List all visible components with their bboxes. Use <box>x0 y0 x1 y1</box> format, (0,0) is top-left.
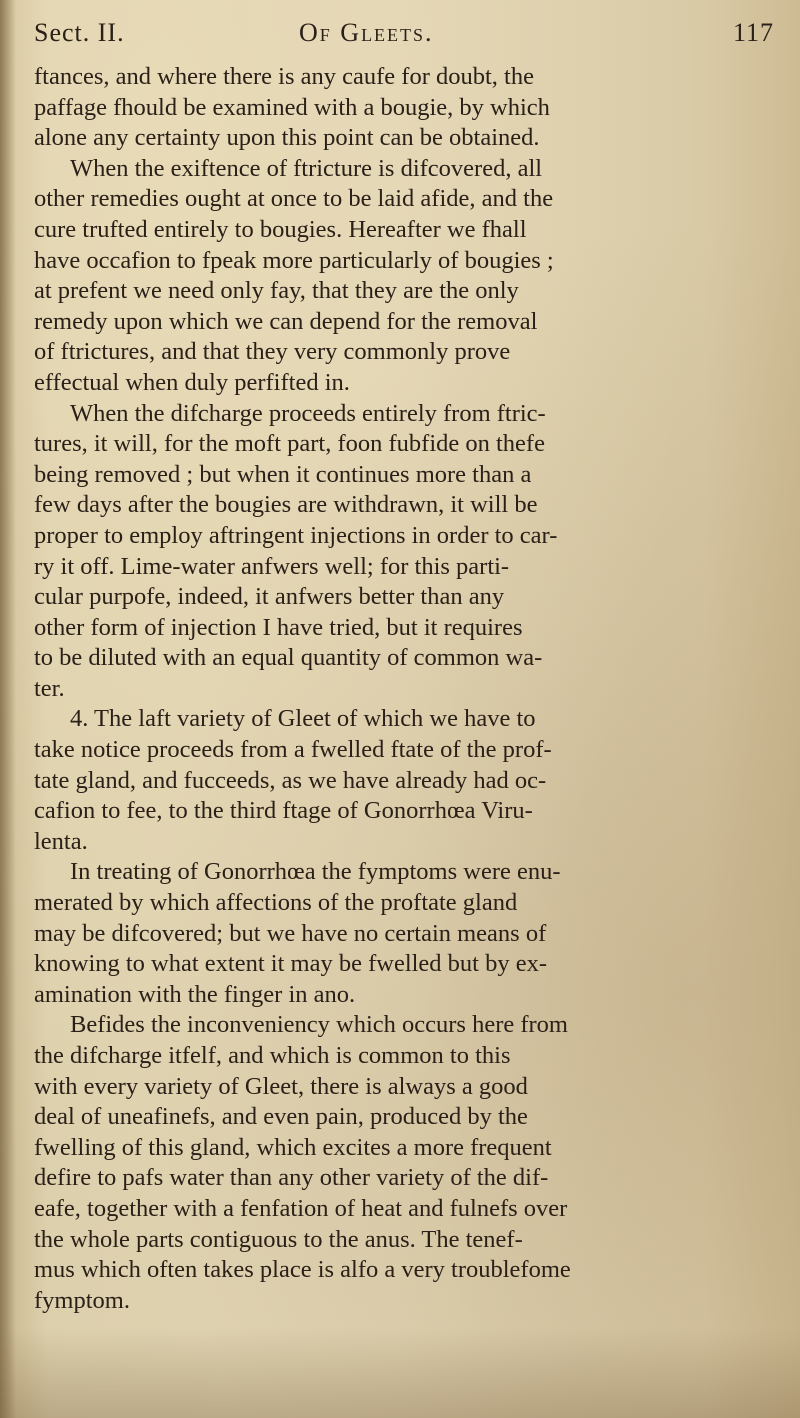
text-line: effectual when duly perfifted in. <box>34 368 350 396</box>
text-line: being removed ; but when it continues more than a <box>34 460 532 488</box>
text-line: at prefent we need only fay, that they are the only <box>34 277 519 305</box>
text-line: ry it off. Lime-water anfwers well; for this parti- <box>34 552 510 580</box>
text-line: deal of uneafinefs, and even pain, produced by the <box>34 1103 528 1131</box>
text-line: 4. The laft variety of Gleet of which we have to <box>70 705 536 733</box>
text-line: cure trufted entirely to bougies. Hereafter we fhall <box>34 215 527 243</box>
text-line: other remedies ought at once to be laid afide, and the <box>34 185 554 213</box>
text-line: fwelling of this gland, which excites a more frequent <box>34 1133 552 1161</box>
text-line: ter. <box>34 674 65 702</box>
text-line: paffage fhould be examined with a bougie, by which <box>34 93 550 121</box>
text-line: mus which often takes place is alfo a very troublefome <box>34 1256 571 1284</box>
page-bottom-shadow <box>0 1328 800 1418</box>
text-line: the difcharge itfelf, and which is common to this <box>34 1042 511 1069</box>
text-line: tures, it will, for the moft part, foon fubfide on thefe <box>34 430 545 458</box>
text-line: to be diluted with an equal quantity of common wa- <box>34 644 543 672</box>
text-line: defire to pafs water than any other variety of the dif- <box>34 1164 549 1192</box>
running-title: Of Gleets. <box>299 18 434 47</box>
text-line: knowing to what extent it may be fwelled but by ex- <box>34 950 548 978</box>
text-line: have occafion to fpeak more particularly of bougies ; <box>34 246 554 274</box>
text-line: When the exiftence of ftricture is difcovered, all <box>70 154 543 182</box>
text-line: fymptom. <box>34 1286 130 1314</box>
text-line: other form of injection I have tried, but it requires <box>34 613 523 641</box>
text-line: amination with the finger in ano. <box>34 980 356 1008</box>
text-line: eafe, together with a fenfation of heat and fulnefs over <box>34 1194 568 1222</box>
text-line: cular purpofe, indeed, it anfwers better than any <box>34 583 505 611</box>
text-line: When the difcharge proceeds entirely from ftric- <box>70 399 546 427</box>
text-line: Befides the inconveniency which occurs here from <box>70 1011 568 1039</box>
text-line: merated by which affections of the proftate gland <box>34 889 518 917</box>
text-line: lenta. <box>34 827 88 855</box>
running-header <box>34 18 774 62</box>
page-gutter-shadow <box>0 0 16 1418</box>
text-line: few days after the bougies are withdrawn, it will be <box>34 491 538 519</box>
text-line: take notice proceeds from a fwelled ftate of the prof- <box>34 736 552 764</box>
text-line: with every variety of Gleet, there is always a good <box>34 1072 528 1100</box>
text-line: tate gland, and fucceeds, as we have already had oc- <box>34 766 547 794</box>
body-text <box>34 62 774 1316</box>
text-line: remedy upon which we can depend for the removal <box>34 307 538 335</box>
text-line: the whole parts contiguous to the anus. The tenef- <box>34 1225 523 1253</box>
page-number: 117 <box>732 18 774 47</box>
text-line: cafion to fee, to the third ftage of Gonorrhœa Viru- <box>34 797 533 825</box>
text-line: of ftrictures, and that they very commonly prove <box>34 338 511 366</box>
text-line: ftances, and where there is any caufe for doubt, the <box>34 63 534 90</box>
text-line: In treating of Gonorrhœa the fymptoms were enu- <box>70 858 561 886</box>
text-line: alone any certainty upon this point can be obtained. <box>34 124 540 152</box>
section-label: Sect. II. <box>34 18 125 47</box>
text-line: proper to employ aftringent injections in order to car- <box>34 521 558 549</box>
text-line: may be difcovered; but we have no certain means of <box>34 919 547 947</box>
